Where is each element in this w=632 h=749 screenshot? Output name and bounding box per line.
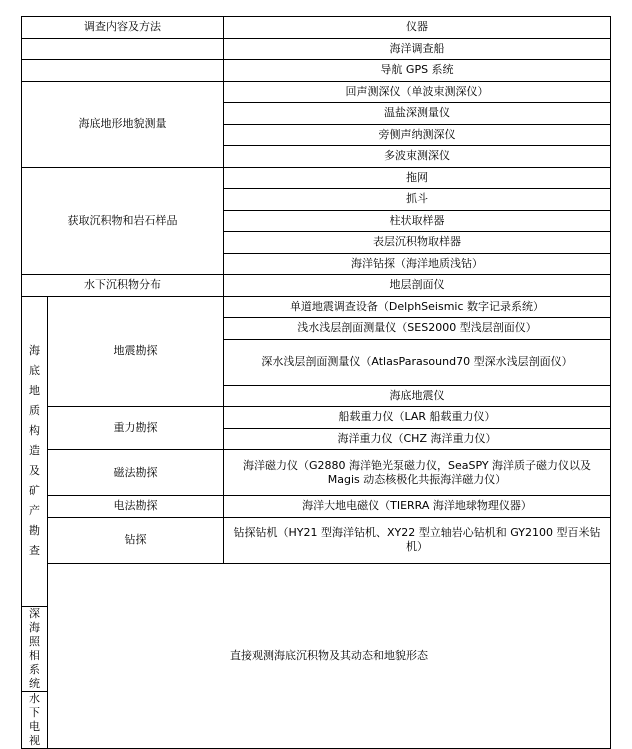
- instrument-table: [21, 16, 611, 749]
- vertical-char: 海: [29, 344, 40, 357]
- instrument-cell: 海底地震仪: [224, 385, 611, 407]
- empty-cell: [22, 60, 224, 82]
- instrument-cell: 单道地震调查设备（DelphSeismic 数字记录系统）: [224, 296, 611, 318]
- seismic-label: 地震勘探: [48, 296, 224, 407]
- vertical-char: 构: [29, 424, 40, 437]
- table-row: [22, 450, 611, 496]
- table-row: [22, 563, 611, 606]
- vertical-char: 及: [29, 464, 40, 477]
- header-method: 调查内容及方法: [22, 17, 224, 39]
- instrument-cell: 海洋重力仪（CHZ 海洋重力仪）: [224, 428, 611, 450]
- instrument-cell: 深海照相系统: [22, 606, 48, 691]
- vertical-char: 造: [29, 444, 40, 457]
- instrument-cell: 海洋调查船: [224, 38, 611, 60]
- vertical-char: 勘: [29, 524, 40, 537]
- instrument-cell: 抓斗: [224, 189, 611, 211]
- instrument-cell: 导航 GPS 系统: [224, 60, 611, 82]
- instrument-cell: 多波束测深仪: [224, 146, 611, 168]
- table-row: [22, 496, 611, 518]
- vertical-char: 地: [29, 384, 40, 397]
- instrument-cell: 水下电视: [22, 691, 48, 748]
- drilling-label: 钻探: [48, 517, 224, 563]
- vertical-char: 底: [29, 364, 40, 377]
- topography-label: 海底地形地貌测量: [22, 81, 224, 167]
- subbottom-label: 水下沉积物分布: [22, 275, 224, 297]
- table-row: [22, 275, 611, 297]
- instrument-cell: 回声测深仪（单波束测深仪）: [224, 81, 611, 103]
- instrument-cell: 海洋磁力仪（G2880 海洋铯光泵磁力仪，SeaSPY 海洋质子磁力仪以及 Magis 动态核极化共振海洋磁力仪）: [224, 450, 611, 496]
- gravity-label: 重力勘探: [48, 407, 224, 450]
- vertical-char: 产: [29, 504, 40, 517]
- vertical-char: 质: [29, 404, 40, 417]
- geology-vertical-label: [22, 296, 48, 606]
- table-row: [22, 167, 611, 189]
- instrument-cell: 表层沉积物取样器: [224, 232, 611, 254]
- instrument-cell: 海洋大地电磁仪（TIERRA 海洋地球物理仪器）: [224, 496, 611, 518]
- empty-cell: [22, 38, 224, 60]
- header-instrument: 仪器: [224, 17, 611, 39]
- table-header-row: [22, 17, 611, 39]
- instrument-cell: 海洋钻探（海洋地质浅钻）: [224, 253, 611, 275]
- instrument-cell: 旁侧声纳测深仪: [224, 124, 611, 146]
- vertical-char: 矿: [29, 484, 40, 497]
- instrument-cell: 浅水浅层剖面测量仪（SES2000 型浅层剖面仪）: [224, 318, 611, 340]
- instrument-cell: 柱状取样器: [224, 210, 611, 232]
- instrument-cell: 地层剖面仪: [224, 275, 611, 297]
- sampling-label: 获取沉积物和岩石样品: [22, 167, 224, 275]
- instrument-cell: 深水浅层剖面测量仪（AtlasParasound70 型深水浅层剖面仪）: [224, 339, 611, 385]
- electric-label: 电法勘探: [48, 496, 224, 518]
- vertical-char: 查: [29, 544, 40, 557]
- magnetic-label: 磁法勘探: [48, 450, 224, 496]
- table-row: [22, 38, 611, 60]
- instrument-cell: 拖网: [224, 167, 611, 189]
- table-row: [22, 407, 611, 429]
- table-row: [22, 296, 611, 318]
- table-row: [22, 517, 611, 563]
- instrument-cell: 温盐深测量仪: [224, 103, 611, 125]
- observation-label: 直接观测海底沉积物及其动态和地貌形态: [48, 563, 611, 748]
- table-row: [22, 60, 611, 82]
- instrument-cell: 钻探钻机（HY21 型海洋钻机、XY22 型立轴岩心钻机和 GY2100 型百米钻机）: [224, 517, 611, 563]
- table-row: [22, 81, 611, 103]
- instrument-cell: 船载重力仪（LAR 船载重力仪）: [224, 407, 611, 429]
